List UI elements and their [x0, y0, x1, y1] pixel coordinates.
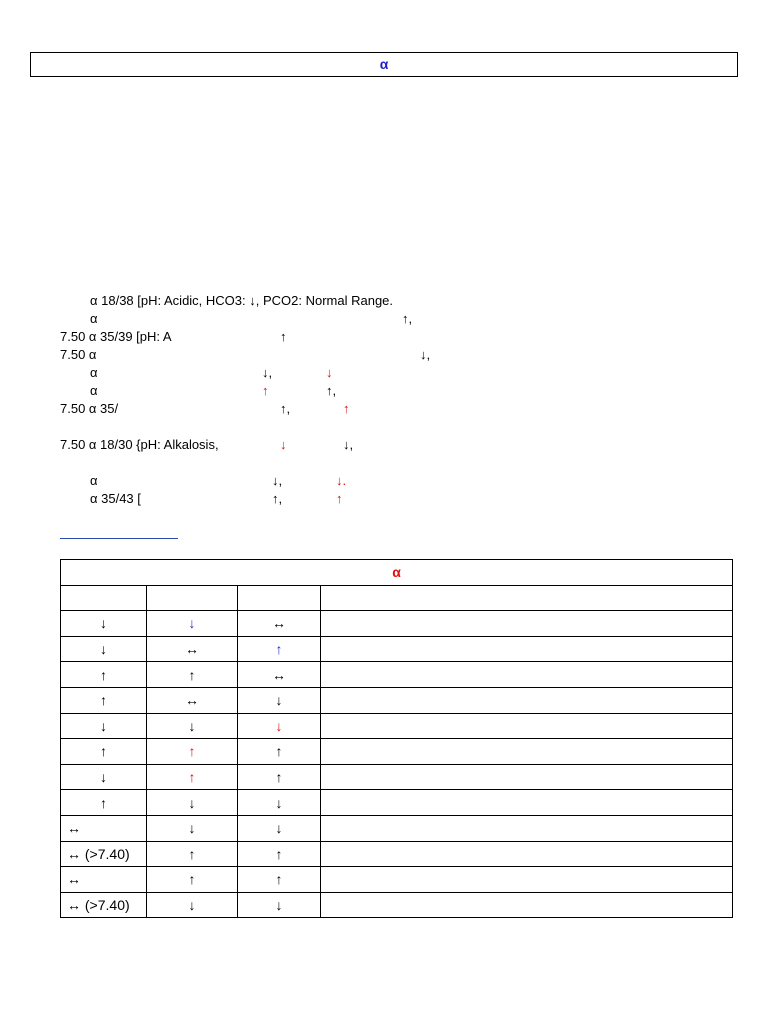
table-row: [61, 867, 733, 893]
table-cell: ↑: [238, 739, 321, 765]
table-cell: ↓: [147, 892, 238, 918]
table-cell: ↓: [147, 611, 238, 637]
note-line: [326, 383, 336, 399]
header-cell: [147, 585, 238, 611]
table-cell: ↓: [238, 713, 321, 739]
note-text: ↓: [326, 365, 333, 380]
note-line: [262, 383, 269, 399]
table-cell: [321, 687, 733, 713]
note-text: ↑: [343, 401, 350, 416]
table-cell: [321, 611, 733, 637]
table-cell: [321, 790, 733, 816]
title-box: [30, 52, 738, 77]
note-line: [262, 365, 272, 381]
section-underline: [60, 538, 178, 539]
note-text: ↑,: [280, 401, 291, 416]
note-line: [272, 491, 282, 507]
note-text: ↓,: [420, 347, 431, 362]
note-text: ↑: [262, 383, 269, 398]
table-row: [61, 713, 733, 739]
table-cell: ↑: [147, 867, 238, 893]
table-cell: ↔: [61, 815, 147, 841]
header-cell: [61, 585, 147, 611]
table-cell: ↑: [61, 739, 147, 765]
note-line: [60, 437, 219, 453]
note-line: [60, 401, 118, 417]
note-line: [326, 365, 333, 381]
note-line: [90, 293, 393, 309]
table-cell: ↔: [61, 867, 147, 893]
note-line: [402, 311, 412, 327]
table-row: [61, 892, 733, 918]
table-cell: ↔ (>7.40): [61, 892, 147, 918]
note-text: α: [90, 473, 98, 488]
note-text: α 35/43 [: [90, 491, 141, 506]
note-line: [336, 473, 346, 489]
note-line: [420, 347, 430, 363]
note-line: [280, 329, 287, 345]
table-cell: ↑: [238, 636, 321, 662]
note-text: ↑,: [272, 491, 283, 506]
table-cell: ↑: [238, 867, 321, 893]
table-cell: ↓: [238, 687, 321, 713]
note-text: α: [90, 383, 98, 398]
note-text: α 18/38 [pH: Acidic, HCO3: ↓, PCO2: Normal Range.: [90, 293, 394, 308]
table-row: [61, 662, 733, 688]
table-cell: ↓: [147, 815, 238, 841]
table-cell: ↓: [147, 790, 238, 816]
table-cell: ↑: [238, 764, 321, 790]
note-line: [272, 473, 282, 489]
table-cell: ↓: [238, 790, 321, 816]
note-text: ↑: [280, 329, 287, 344]
note-line: [90, 365, 98, 381]
note-text: ↓.: [336, 473, 347, 488]
table-cell: [321, 636, 733, 662]
table-title-cell: [61, 560, 733, 586]
note-text: ↑,: [402, 311, 413, 326]
table-row: [61, 764, 733, 790]
header-cell: [238, 585, 321, 611]
table-cell: ↓: [61, 636, 147, 662]
note-line: [336, 491, 343, 507]
note-text: ↑: [336, 491, 343, 506]
table-cell: [321, 841, 733, 867]
table-cell: ↓: [238, 892, 321, 918]
note-line: [90, 383, 98, 399]
table-row: [61, 611, 733, 637]
table-cell: ↑: [61, 790, 147, 816]
note-text: ↓,: [343, 437, 354, 452]
table-cell: [321, 713, 733, 739]
note-line: [343, 437, 353, 453]
table-cell: ↑: [61, 662, 147, 688]
table-title-row: [61, 560, 733, 586]
table-cell: ↔: [147, 687, 238, 713]
note-line: [90, 473, 98, 489]
note-text: ↓,: [272, 473, 283, 488]
table-cell: [321, 867, 733, 893]
table-cell: ↑: [147, 739, 238, 765]
note-line: [60, 329, 172, 345]
table-row: [61, 636, 733, 662]
table-cell: ↔ (>7.40): [61, 841, 147, 867]
note-text: 7.50 α 18/30 {pH: Alkalosis,: [60, 437, 219, 452]
note-line: [280, 401, 290, 417]
note-text: 7.50 α 35/: [60, 401, 119, 416]
table-cell: ↑: [238, 841, 321, 867]
note-text: ↓: [280, 437, 287, 452]
table-cell: ↓: [147, 713, 238, 739]
table-cell: [321, 662, 733, 688]
table-header-row: [61, 585, 733, 611]
header-cell: [321, 585, 733, 611]
note-text: 7.50 α: [60, 347, 97, 362]
table-cell: ↓: [61, 611, 147, 637]
table-cell: ↔: [238, 611, 321, 637]
table-cell: ↔: [238, 662, 321, 688]
table-cell: ↑: [61, 687, 147, 713]
acid-base-table: [60, 559, 733, 918]
note-text: α: [90, 311, 98, 326]
note-text: 7.50 α 35/39 [pH: A: [60, 329, 172, 344]
note-line: [90, 311, 98, 327]
table-cell: ↑: [147, 841, 238, 867]
note-text: α: [90, 365, 98, 380]
table-cell: ↓: [61, 713, 147, 739]
table-row: [61, 739, 733, 765]
table-cell: [321, 764, 733, 790]
table-cell: [321, 815, 733, 841]
note-text: ↑,: [326, 383, 337, 398]
note-line: [60, 347, 96, 363]
table-title-symbol: α: [392, 564, 401, 581]
table-row: [61, 687, 733, 713]
table-cell: [321, 739, 733, 765]
table-cell: ↑: [147, 764, 238, 790]
table-row: [61, 815, 733, 841]
table-row: [61, 841, 733, 867]
note-line: [280, 437, 287, 453]
note-text: ↓,: [262, 365, 273, 380]
table-cell: [321, 892, 733, 918]
table-cell: ↑: [147, 662, 238, 688]
table-cell: ↔: [147, 636, 238, 662]
table-row: [61, 790, 733, 816]
note-line: [90, 491, 141, 507]
note-line: [343, 401, 350, 417]
table-cell: ↓: [61, 764, 147, 790]
table-cell: ↓: [238, 815, 321, 841]
title-symbol: α: [379, 56, 389, 72]
